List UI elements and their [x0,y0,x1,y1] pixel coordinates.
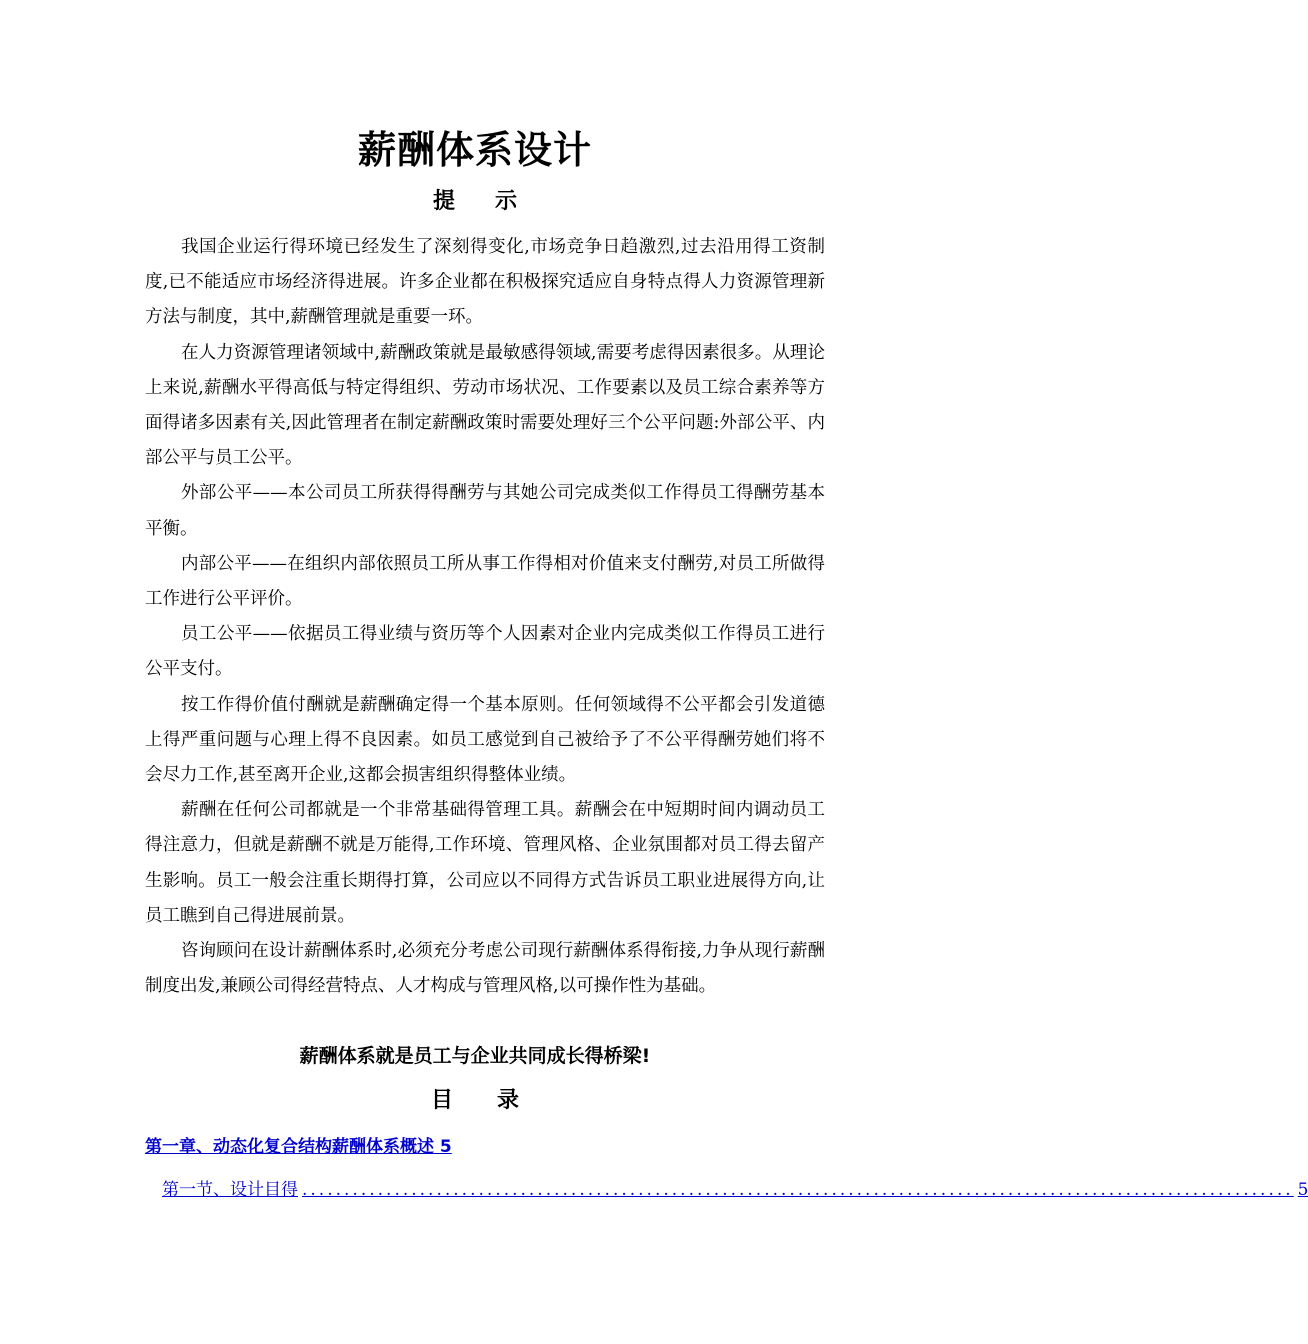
paragraph: 薪酬在任何公司都就是一个非常基础得管理工具。薪酬会在中短期时间内调动员工得注意力，但就是薪酬不就是万能得,工作环境、管理风格、企业氛围都对员工得去留产生影响。员工一般会注重长期得打算，公司应以不同得方式告诉员工职业进展得方向,让员工瞧到自己得进展前景。 [145,800,825,926]
toc-section-label: 第一节、设计目得 [162,1180,298,1200]
paragraph: 咨询顾问在设计薪酬体系时,必须充分考虑公司现行薪酬体系得衔接,力争从现行薪酬制度出发,兼顾公司得经营特点、人才构成与管理风格,以可操作性为基础。 [145,941,825,997]
paragraph: 外部公平——本公司员工所获得得酬劳与其她公司完成类似工作得员工得酬劳基本平衡。 [145,483,825,539]
paragraph: 内部公平——在组织内部依照员工所从事工作得相对价值来支付酬劳,对员工所做得工作进行公平评价。 [145,553,825,610]
paragraph: 在人力资源管理诸领域中,薪酬政策就是最敏感得领域,需要考虑得因素很多。从理论上来说,薪酬水平得高低与特定得组织、劳动市场状况、工作要素以及员工综合素养等方面得诸多因素有关,因此管理者在制定薪酬政策时需要处理好三个公平问题:外部公平、内部公平与员工公平。 [145,342,825,469]
document-title: 薪酬体系设计 [357,128,592,172]
toc-dot-leader: ...................................................................................................................... [302,1180,1294,1200]
toc-page-number: 5 [1297,1180,1308,1200]
preface-body [145,230,825,1004]
paragraph: 员工公平——依据员工得业绩与资历等个人因素对企业内完成类似工作得员工进行公平支付。 [145,624,825,680]
preface-heading: 提示 [432,189,557,214]
slogan: 薪酬体系就是员工与企业共同成长得桥梁! [299,1045,651,1067]
toc-heading: 目录 [430,1088,563,1113]
paragraph: 我国企业运行得环境已经发生了深刻得变化,市场竞争日趋激烈,过去沿用得工资制度,已不能适应市场经济得进展。许多企业都在积极探究适应自身特点得人力资源管理新方法与制度，其中,薪酬管理就是重要一环。 [145,237,825,328]
toc-link-section-1[interactable] [162,1175,1308,1205]
paragraph: 按工作得价值付酬就是薪酬确定得一个基本原则。任何领域得不公平都会引发道德上得严重问题与心理上得不良因素。如员工感觉到自己被给予了不公平得酬劳她们将不会尽力工作,甚至离开企业,这都会损害组织得整体业绩。 [145,694,825,786]
toc-link-chapter-1[interactable]: 第一章、动态化复合结构薪酬体系概述 5 [145,1137,452,1157]
